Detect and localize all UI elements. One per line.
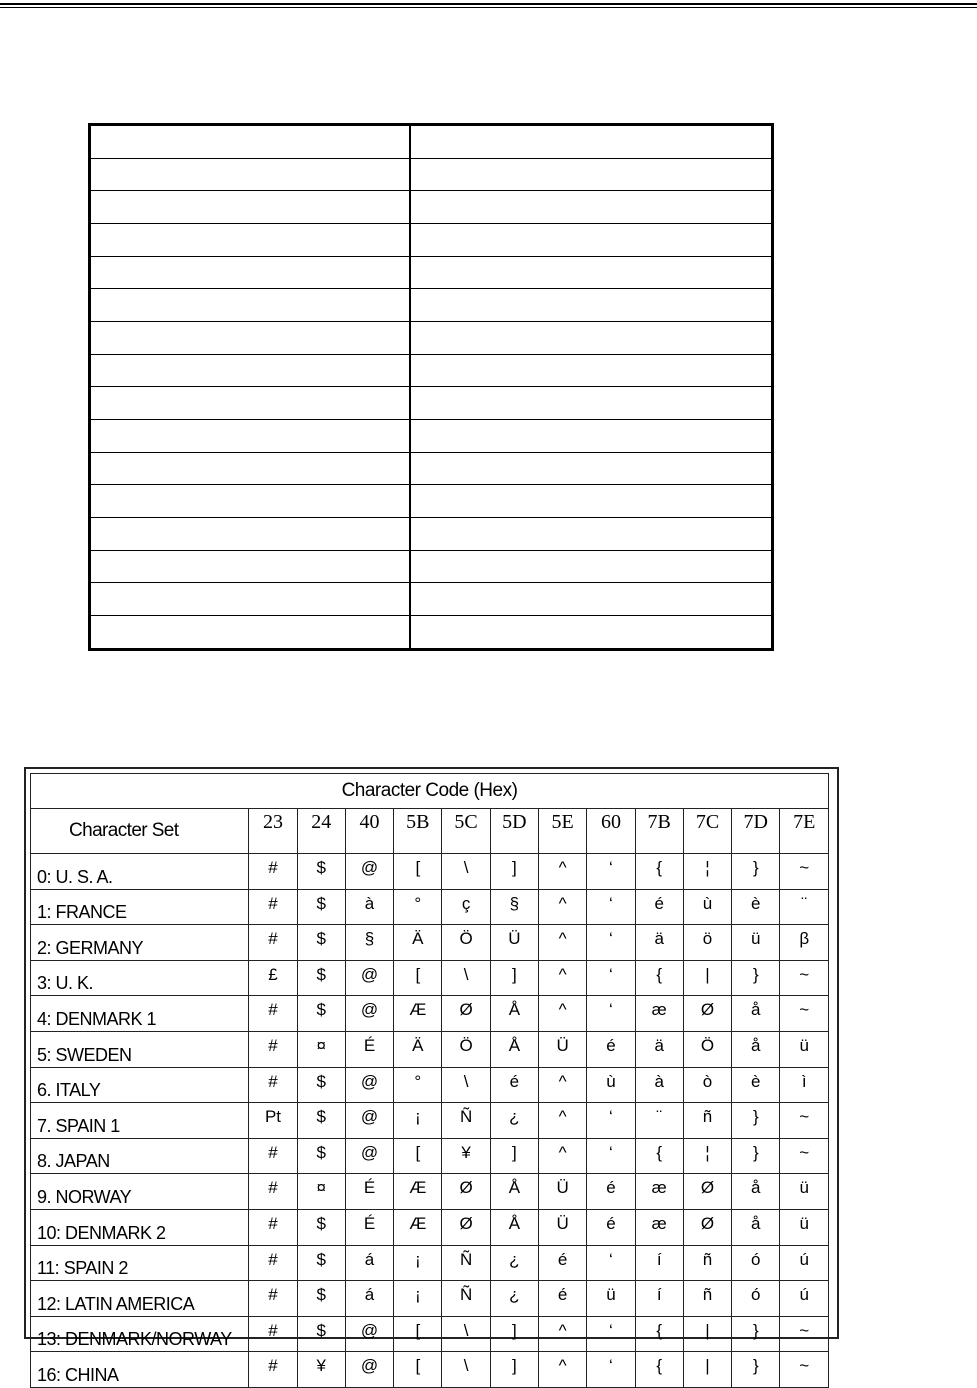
hex-code-header: 7D	[732, 809, 780, 854]
character-cell: ~	[780, 854, 829, 890]
character-cell: #	[249, 1138, 297, 1174]
table-row	[31, 925, 829, 961]
character-cell: #	[249, 925, 297, 961]
character-cell: #	[249, 1174, 297, 1210]
character-cell: å	[732, 996, 780, 1032]
character-set-name: 7. SPAIN 1	[31, 1103, 249, 1139]
character-cell: β	[780, 925, 829, 961]
character-cell: ]	[490, 960, 538, 996]
table-row	[90, 125, 773, 159]
character-cell: ñ	[683, 1245, 731, 1281]
table-row	[31, 1103, 829, 1139]
character-cell: ú	[780, 1245, 829, 1281]
character-cell: $	[297, 1281, 345, 1317]
character-cell: Ñ	[442, 1245, 490, 1281]
empty-cell	[90, 485, 411, 518]
character-cell: É	[345, 1209, 393, 1245]
character-cell: ~	[780, 1352, 829, 1388]
table-row	[31, 1352, 829, 1388]
character-cell: }	[732, 1103, 780, 1139]
table-row	[31, 1245, 829, 1281]
character-cell: Ö	[683, 1031, 731, 1067]
table-row	[90, 616, 773, 650]
character-cell: ü	[587, 1281, 635, 1317]
character-cell: ¤	[297, 1031, 345, 1067]
character-cell: Ø	[683, 996, 731, 1032]
character-cell: Ø	[442, 1174, 490, 1210]
character-cell: [	[394, 1316, 442, 1352]
empty-cell	[410, 616, 773, 650]
table-row	[90, 485, 773, 518]
table-row	[31, 1316, 829, 1352]
character-set-name: 1: FRANCE	[31, 889, 249, 925]
character-cell: ¦	[683, 854, 731, 890]
character-cell: ¡	[394, 1245, 442, 1281]
header-rule-thin	[0, 7, 977, 8]
empty-cell	[410, 550, 773, 583]
character-cell: @	[345, 1316, 393, 1352]
character-cell: Ñ	[442, 1103, 490, 1139]
character-cell: Å	[490, 1209, 538, 1245]
character-cell: í	[635, 1245, 683, 1281]
table-row	[90, 354, 773, 387]
table-row	[31, 960, 829, 996]
character-cell: §	[345, 925, 393, 961]
character-cell: ¿	[490, 1245, 538, 1281]
character-set-name: 2: GERMANY	[31, 925, 249, 961]
table-row	[31, 1174, 829, 1210]
empty-cell	[410, 158, 773, 191]
character-cell: ä	[635, 1031, 683, 1067]
character-cell: Ø	[683, 1209, 731, 1245]
character-cell: á	[345, 1281, 393, 1317]
table-row	[90, 387, 773, 420]
character-cell: Å	[490, 996, 538, 1032]
character-cell: ^	[539, 1067, 587, 1103]
empty-cell	[410, 518, 773, 551]
table-row	[31, 1209, 829, 1245]
character-cell: $	[297, 1138, 345, 1174]
character-cell: ~	[780, 996, 829, 1032]
character-cell: @	[345, 960, 393, 996]
character-cell: è	[732, 1067, 780, 1103]
character-cell: Ø	[442, 1209, 490, 1245]
character-cell: {	[635, 854, 683, 890]
character-code-table	[30, 773, 829, 1388]
character-cell: #	[249, 889, 297, 925]
character-set-name: 10: DENMARK 2	[31, 1209, 249, 1245]
character-cell: ù	[587, 1067, 635, 1103]
hex-code-header: 23	[249, 809, 297, 854]
character-cell: ‘	[587, 960, 635, 996]
character-cell: $	[297, 889, 345, 925]
character-cell: |	[683, 1352, 731, 1388]
character-cell: ‘	[587, 1245, 635, 1281]
empty-cell	[410, 485, 773, 518]
hex-code-header: 7B	[635, 809, 683, 854]
character-cell: é	[635, 889, 683, 925]
character-cell: ~	[780, 1103, 829, 1139]
character-cell: }	[732, 854, 780, 890]
character-cell: ^	[539, 1103, 587, 1139]
character-cell: ^	[539, 1316, 587, 1352]
hex-code-header: 5E	[539, 809, 587, 854]
table-row	[90, 158, 773, 191]
hex-code-header: 24	[297, 809, 345, 854]
character-cell: Ñ	[442, 1281, 490, 1317]
character-cell: ó	[732, 1281, 780, 1317]
empty-cell	[410, 191, 773, 224]
character-cell: \	[442, 1352, 490, 1388]
table-row	[31, 889, 829, 925]
character-cell: é	[587, 1209, 635, 1245]
table-row	[31, 1281, 829, 1317]
character-cell: å	[732, 1209, 780, 1245]
character-cell: ü	[780, 1174, 829, 1210]
character-cell: Pt	[249, 1103, 297, 1139]
character-cell: Å	[490, 1031, 538, 1067]
table-row	[90, 224, 773, 257]
character-set-name: 0: U. S. A.	[31, 854, 249, 890]
character-cell: {	[635, 960, 683, 996]
character-cell: ]	[490, 1316, 538, 1352]
character-cell: Ü	[490, 925, 538, 961]
character-set-name: 12: LATIN AMERICA	[31, 1281, 249, 1317]
character-cell: ò	[683, 1067, 731, 1103]
blank-outline-table	[88, 123, 774, 651]
character-set-name: 11: SPAIN 2	[31, 1245, 249, 1281]
character-cell: ‘	[587, 1103, 635, 1139]
character-cell: ì	[780, 1067, 829, 1103]
character-cell: æ	[635, 1209, 683, 1245]
character-cell: à	[635, 1067, 683, 1103]
character-cell: @	[345, 1103, 393, 1139]
character-cell: $	[297, 1103, 345, 1139]
character-cell: #	[249, 1031, 297, 1067]
hex-code-header: 40	[345, 809, 393, 854]
character-cell: ‘	[587, 925, 635, 961]
character-cell: $	[297, 960, 345, 996]
character-cell: ‘	[587, 889, 635, 925]
character-cell: {	[635, 1138, 683, 1174]
character-cell: à	[345, 889, 393, 925]
table-row	[90, 322, 773, 355]
character-cell: í	[635, 1281, 683, 1317]
table-row	[90, 420, 773, 453]
character-cell: ¤	[297, 1174, 345, 1210]
character-cell: ^	[539, 854, 587, 890]
table-row	[90, 191, 773, 224]
empty-cell	[90, 452, 411, 485]
header-rule	[0, 3, 977, 5]
character-cell: ^	[539, 1352, 587, 1388]
empty-cell	[410, 420, 773, 453]
character-cell: ¡	[394, 1281, 442, 1317]
character-cell: é	[539, 1281, 587, 1317]
character-cell: ]	[490, 1138, 538, 1174]
table-row	[31, 854, 829, 890]
character-cell: á	[345, 1245, 393, 1281]
empty-cell	[90, 420, 411, 453]
character-set-name: 4: DENMARK 1	[31, 996, 249, 1032]
character-cell: ¥	[442, 1138, 490, 1174]
character-cell: |	[683, 1316, 731, 1352]
character-cell: é	[587, 1174, 635, 1210]
character-cell: °	[394, 889, 442, 925]
character-cell: ~	[780, 1316, 829, 1352]
character-cell: Ä	[394, 1031, 442, 1067]
character-cell: Ü	[539, 1031, 587, 1067]
character-cell: ¨	[635, 1103, 683, 1139]
table-row	[31, 1138, 829, 1174]
empty-cell	[410, 387, 773, 420]
character-cell: ¡	[394, 1103, 442, 1139]
character-cell: $	[297, 996, 345, 1032]
character-cell: £	[249, 960, 297, 996]
character-cell: Ö	[442, 1031, 490, 1067]
empty-cell	[90, 550, 411, 583]
character-cell: Æ	[394, 1209, 442, 1245]
character-cell: ~	[780, 1138, 829, 1174]
character-cell: \	[442, 854, 490, 890]
character-cell: ¥	[297, 1352, 345, 1388]
character-cell: æ	[635, 1174, 683, 1210]
character-cell: $	[297, 1209, 345, 1245]
character-cell: ñ	[683, 1103, 731, 1139]
character-cell: ^	[539, 960, 587, 996]
hex-code-header: 5D	[490, 809, 538, 854]
character-cell: ü	[780, 1209, 829, 1245]
character-set-name: 13: DENMARK/NORWAY	[31, 1316, 249, 1352]
character-cell: #	[249, 996, 297, 1032]
character-cell: [	[394, 1352, 442, 1388]
character-cell: }	[732, 1138, 780, 1174]
character-cell: @	[345, 1138, 393, 1174]
character-cell: è	[732, 889, 780, 925]
character-set-name: 9. NORWAY	[31, 1174, 249, 1210]
hex-code-header: 60	[587, 809, 635, 854]
character-cell: Ø	[683, 1174, 731, 1210]
character-set-header: Character Set	[31, 809, 249, 854]
character-cell: Ü	[539, 1209, 587, 1245]
character-cell: ^	[539, 889, 587, 925]
character-cell: ö	[683, 925, 731, 961]
character-cell: $	[297, 854, 345, 890]
character-cell: ñ	[683, 1281, 731, 1317]
character-cell: ‘	[587, 1352, 635, 1388]
character-cell: Æ	[394, 996, 442, 1032]
character-cell: @	[345, 1067, 393, 1103]
character-set-name: 5: SWEDEN	[31, 1031, 249, 1067]
character-cell: ‘	[587, 1316, 635, 1352]
empty-cell	[90, 224, 411, 257]
character-cell: ä	[635, 925, 683, 961]
character-cell: É	[345, 1174, 393, 1210]
character-cell: @	[345, 854, 393, 890]
character-cell: $	[297, 925, 345, 961]
hex-code-header: 5C	[442, 809, 490, 854]
character-cell: [	[394, 854, 442, 890]
character-cell: É	[345, 1031, 393, 1067]
empty-cell	[90, 387, 411, 420]
empty-cell	[90, 322, 411, 355]
character-cell: å	[732, 1174, 780, 1210]
table-row	[90, 289, 773, 322]
character-cell: §	[490, 889, 538, 925]
table-row	[31, 1031, 829, 1067]
table-title: Character Code (Hex)	[31, 774, 829, 809]
character-set-name: 3: U. K.	[31, 960, 249, 996]
character-cell: [	[394, 1138, 442, 1174]
character-cell: ü	[780, 1031, 829, 1067]
character-cell: }	[732, 1352, 780, 1388]
character-cell: #	[249, 854, 297, 890]
character-cell: \	[442, 1316, 490, 1352]
character-cell: é	[539, 1245, 587, 1281]
character-cell: Ä	[394, 925, 442, 961]
character-cell: |	[683, 960, 731, 996]
table-row	[90, 256, 773, 289]
character-cell: [	[394, 960, 442, 996]
character-set-name: 8. JAPAN	[31, 1138, 249, 1174]
hex-code-header: 5B	[394, 809, 442, 854]
character-cell: ^	[539, 1138, 587, 1174]
character-cell: ‘	[587, 854, 635, 890]
table-row	[90, 518, 773, 551]
empty-cell	[90, 354, 411, 387]
character-cell: ¦	[683, 1138, 731, 1174]
empty-cell	[410, 322, 773, 355]
character-cell: {	[635, 1352, 683, 1388]
character-cell: ‘	[587, 1138, 635, 1174]
character-cell: æ	[635, 996, 683, 1032]
empty-cell	[410, 224, 773, 257]
character-cell: ^	[539, 925, 587, 961]
empty-cell	[90, 616, 411, 650]
table-row	[31, 1067, 829, 1103]
character-cell: Æ	[394, 1174, 442, 1210]
table-row	[90, 550, 773, 583]
character-cell: Ö	[442, 925, 490, 961]
character-cell: ¨	[780, 889, 829, 925]
empty-cell	[90, 125, 411, 159]
character-cell: ¿	[490, 1281, 538, 1317]
hex-code-header: 7E	[780, 809, 829, 854]
character-cell: }	[732, 960, 780, 996]
character-cell: \	[442, 1067, 490, 1103]
character-cell: ¿	[490, 1103, 538, 1139]
character-cell: ]	[490, 1352, 538, 1388]
table-row	[90, 452, 773, 485]
character-cell: Ü	[539, 1174, 587, 1210]
character-cell: é	[490, 1067, 538, 1103]
character-cell: {	[635, 1316, 683, 1352]
character-set-name: 16: CHINA	[31, 1352, 249, 1388]
character-cell: ç	[442, 889, 490, 925]
character-cell: #	[249, 1245, 297, 1281]
character-cell: é	[587, 1031, 635, 1067]
character-cell: ]	[490, 854, 538, 890]
character-cell: \	[442, 960, 490, 996]
character-cell: Ø	[442, 996, 490, 1032]
table-row	[31, 996, 829, 1032]
character-cell: @	[345, 996, 393, 1032]
character-cell: #	[249, 1316, 297, 1352]
character-cell: ‘	[587, 996, 635, 1032]
empty-cell	[90, 158, 411, 191]
empty-cell	[90, 518, 411, 551]
character-cell: $	[297, 1316, 345, 1352]
empty-cell	[90, 191, 411, 224]
character-cell: ü	[732, 925, 780, 961]
character-cell: Å	[490, 1174, 538, 1210]
character-cell: å	[732, 1031, 780, 1067]
character-cell: #	[249, 1209, 297, 1245]
empty-cell	[90, 289, 411, 322]
character-cell: $	[297, 1245, 345, 1281]
empty-cell	[410, 256, 773, 289]
empty-cell	[410, 125, 773, 159]
empty-cell	[410, 452, 773, 485]
character-cell: #	[249, 1281, 297, 1317]
character-cell: }	[732, 1316, 780, 1352]
character-cell: $	[297, 1067, 345, 1103]
character-cell: ^	[539, 996, 587, 1032]
character-cell: ó	[732, 1245, 780, 1281]
empty-cell	[410, 354, 773, 387]
character-cell: ~	[780, 960, 829, 996]
empty-cell	[90, 256, 411, 289]
character-cell: ù	[683, 889, 731, 925]
character-cell: @	[345, 1352, 393, 1388]
empty-cell	[90, 583, 411, 616]
empty-cell	[410, 583, 773, 616]
empty-cell	[410, 289, 773, 322]
character-cell: ú	[780, 1281, 829, 1317]
table-row	[90, 583, 773, 616]
character-set-name: 6. ITALY	[31, 1067, 249, 1103]
character-cell: °	[394, 1067, 442, 1103]
character-cell: #	[249, 1067, 297, 1103]
hex-code-header: 7C	[683, 809, 731, 854]
character-cell: #	[249, 1352, 297, 1388]
